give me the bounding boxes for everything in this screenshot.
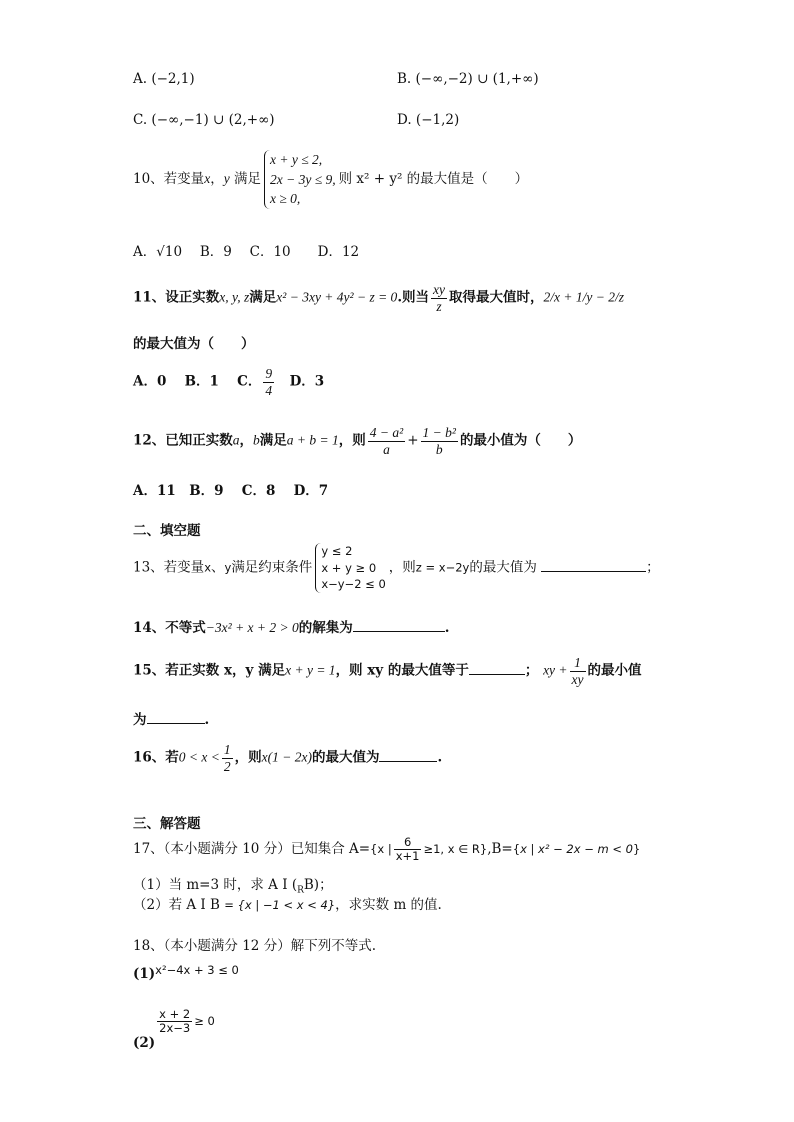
q16-fraction: $\frac{1}{2}$	[223, 742, 231, 774]
question-12: 12、已知正实数a，b满足a + b = 1，则 $\frac{\text{4 − a²}}{a}$ + $\frac{\text{1 − b²}}{b}$ 的最小值为（ ）	[133, 425, 582, 457]
q18-part-2-fraction: $\frac{x + 2}{2x-3}$	[159, 1007, 191, 1036]
q14-answer-blank[interactable]	[353, 630, 445, 632]
section-3-heading: 三、解答题	[133, 816, 201, 832]
q17-set-a-fraction: $\frac{6}{x+1}$	[395, 835, 420, 864]
q15-answer-blank-2[interactable]	[147, 722, 205, 724]
q11-line2: 的最大值为（ ）	[133, 336, 255, 352]
q9-option-d: D. (−1,2)	[397, 112, 460, 128]
q15-answer-blank-1[interactable]	[469, 673, 525, 675]
question-13: 13、若变量x、y满足约束条件 y ≤ 2 x + y ≥ 0 x−y−2 ≤ 0 ，则z = x−2y的最大值为 ；	[133, 544, 660, 592]
q17-part-1: （1）当 m=3 时，求 A I $(_RB)$；	[133, 877, 333, 896]
q12-options: A．11 B．9 C．8 D．7	[133, 483, 329, 499]
q18-part-2: (2) $\frac{x + 2}{2x-3}$ ≥ 0	[133, 1007, 215, 1052]
q9-option-c: C. (−∞,−1) ∪ (2,+∞)	[133, 112, 275, 128]
question-15: 15、若正实数 x，y 满足x + y = 1，则 xy 的最大值等于 ； xy + $\frac{1}{xy}$ 的最小值	[133, 655, 642, 687]
q12-fraction-1: $\frac{\text{4 − a²}}{a}$	[369, 425, 404, 457]
q17-part-2: （2）若 A I B = {x | −1 < x < 4}，求实数 m 的值.	[133, 897, 442, 913]
q18-part-1: (1)x²−4x + 3 ≤ 0	[133, 963, 239, 982]
q16-answer-blank[interactable]	[379, 760, 437, 762]
section-2-heading: 二、填空题	[133, 523, 201, 539]
question-16: 16、若0 < x < $\frac{1}{2}$ ，则x(1 − 2x)的最大值为 .	[133, 742, 443, 774]
q10-options: A．√10 B．9 C．10 D．12	[133, 244, 360, 260]
q12-fraction-2: $\frac{\text{1 − b²}}{b}$	[422, 425, 456, 457]
q11-option-c-fraction: $\frac{9}{4}$	[265, 366, 273, 398]
q15-fraction: $\frac{1}{xy}$	[571, 655, 584, 687]
q11-fraction-xy-over-z: $\frac{xy}{z}$	[433, 282, 445, 314]
question-17: 17、（本小题满分 10 分）已知集合 A={x | $\frac{6}{x+1}$ ≥1, x ∈ R},B={x | x² − 2x − m < 0}	[133, 835, 641, 864]
q15-line2: 为 .	[133, 712, 210, 728]
q11-options: A．0 B．1 C． $\frac{9}{4}$ D．3	[133, 366, 325, 398]
q13-answer-blank[interactable]	[541, 570, 646, 572]
q9-option-b: B. (−∞,−2) ∪ (1,+∞)	[397, 71, 539, 87]
question-18: 18、（本小题满分 12 分）解下列不等式.	[133, 938, 376, 954]
question-11: 11、设正实数x, y, z满足x² − 3xy + 4y² − z = 0.则当 $\frac{xy}{z}$ 取得最大值时，2/x + 1/y − 2/z	[133, 282, 624, 314]
question-14: 14、不等式−3x² + x + 2 > 0的解集为 .	[133, 620, 450, 636]
q9-option-a: A. (−2,1)	[133, 71, 195, 87]
q10-constraint-system: x + y ≤ 2, 2x − 3y ≤ 9, x ≥ 0,	[264, 150, 336, 209]
question-10: 10、若变量x，y 满足 x + y ≤ 2, 2x − 3y ≤ 9, x ≥ 0, 则 x² + y² 的最大值是（ ）	[133, 150, 528, 209]
q13-constraint-system: y ≤ 2 x + y ≥ 0 x−y−2 ≤ 0	[315, 543, 385, 593]
